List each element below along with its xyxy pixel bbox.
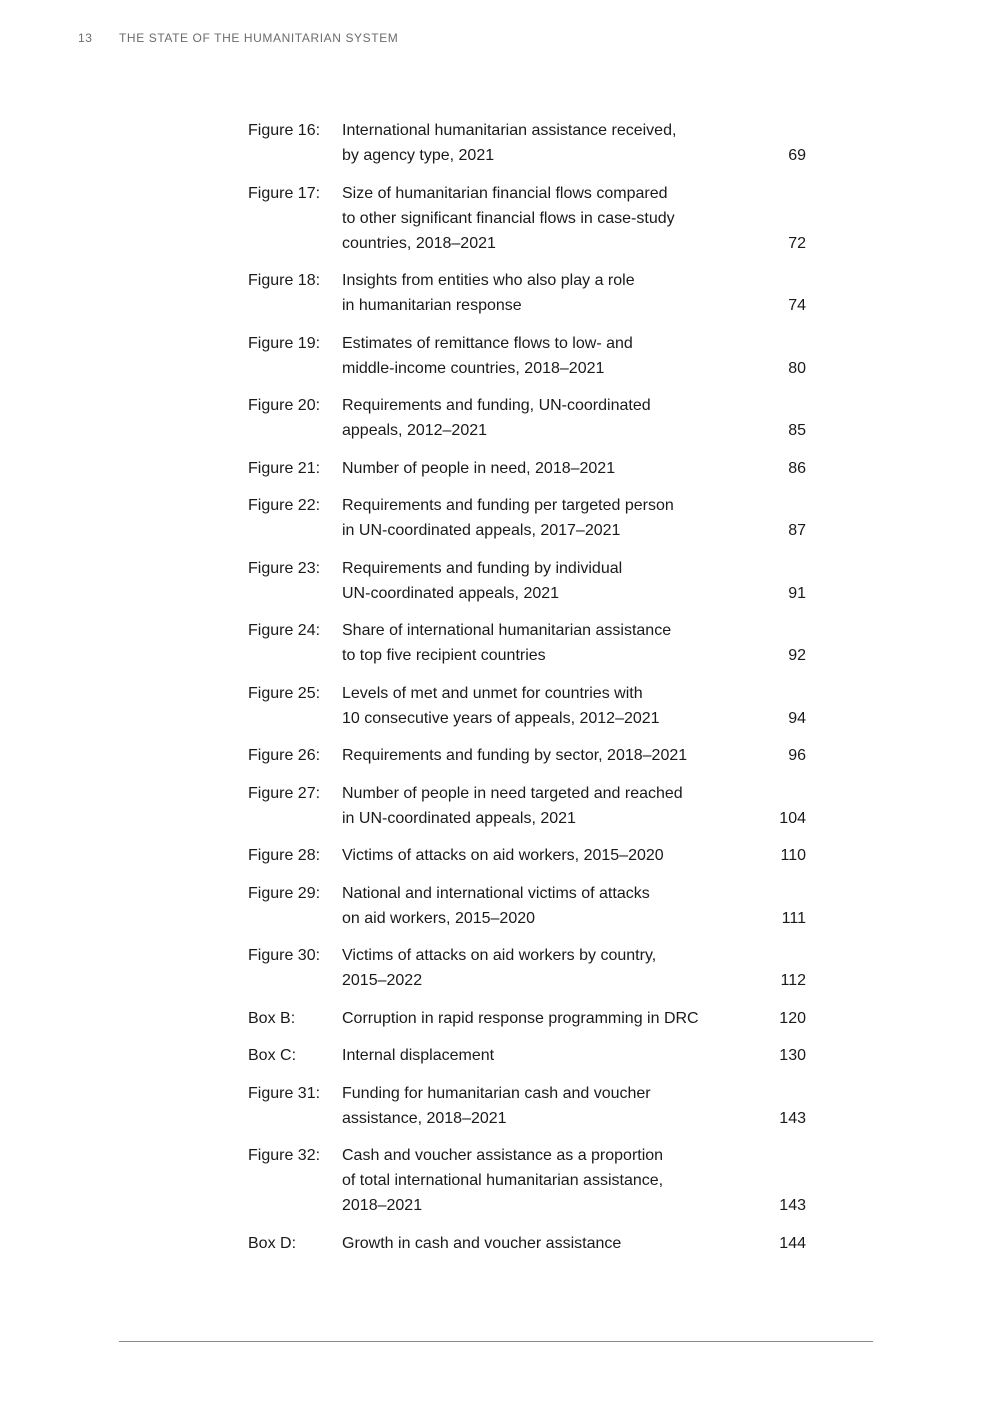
entry-title-line: UN-coordinated appeals, 2021: [342, 584, 560, 602]
entry-title-line: Number of people in need, 2018–2021: [342, 459, 616, 477]
entry-page-number: 87: [788, 522, 806, 539]
entry-title-line: Growth in cash and voucher assistance: [342, 1234, 622, 1252]
entry-page-number: 144: [779, 1234, 806, 1252]
entry-title: [342, 1143, 746, 1218]
entry-title: [342, 493, 746, 543]
footer-divider: [119, 1341, 873, 1342]
entry-label: Figure 30:: [248, 947, 321, 964]
entry-title: [342, 943, 746, 993]
entry-title: [342, 118, 746, 168]
entry-label: Figure 29:: [248, 884, 321, 902]
entry-title-line: Number of people in need targeted and reached: [342, 784, 683, 802]
entry-title-line: of total international humanitarian assistance,: [342, 1172, 664, 1189]
entry-label: Figure 26:: [248, 747, 321, 764]
toc-entry[interactable]: [248, 618, 808, 668]
entry-title-line: countries, 2018–2021: [342, 234, 496, 252]
entry-page-number: 86: [788, 459, 806, 477]
entry-title: [342, 456, 746, 481]
entry-title-line: 10 consecutive years of appeals, 2012–2021: [342, 709, 660, 727]
entry-title-line: Cash and voucher assistance as a proportion: [342, 1147, 664, 1164]
entry-label: Figure 27:: [248, 784, 321, 802]
entry-title-line: by agency type, 2021: [342, 147, 495, 164]
entry-title-line: middle-income countries, 2018–2021: [342, 359, 605, 377]
entry-page-number: 143: [779, 1197, 806, 1214]
entry-title: [342, 1081, 746, 1131]
entry-title: [342, 743, 746, 768]
toc-entry[interactable]: [248, 681, 808, 731]
entry-title: [342, 393, 746, 443]
entry-title-line: Requirements and funding by individual: [342, 559, 623, 577]
entry-page-number: 111: [781, 909, 806, 927]
entry-label: Figure 19:: [248, 334, 321, 352]
entry-title: [342, 681, 746, 731]
entry-label: Figure 21:: [248, 459, 321, 477]
entry-page-number: 92: [788, 647, 806, 664]
entry-title-line: Internal displacement: [342, 1047, 495, 1064]
entry-title: [342, 843, 746, 868]
entry-title-line: Requirements and funding, UN-coordinated: [342, 397, 651, 414]
entry-title-line: Estimates of remittance flows to low- and: [342, 334, 633, 352]
entry-label: Figure 32:: [248, 1147, 321, 1164]
entry-page-number: 120: [779, 1009, 806, 1027]
entry-title-line: in UN-coordinated appeals, 2021: [342, 809, 576, 827]
entry-title: [342, 268, 746, 318]
entry-title: [342, 181, 746, 256]
entry-title-line: in UN-coordinated appeals, 2017–2021: [342, 522, 621, 539]
entry-page-number: 72: [788, 234, 806, 252]
entry-label: Box D:: [248, 1234, 297, 1252]
entry-title: [342, 618, 746, 668]
entry-title: [342, 781, 746, 831]
entry-title-line: National and international victims of attacks: [342, 884, 650, 902]
entry-title: [342, 1006, 746, 1031]
entry-title-line: Requirements and funding per targeted person: [342, 497, 674, 514]
entry-page-number: 130: [779, 1047, 806, 1064]
entry-title-line: Insights from entities who also play a role: [342, 272, 635, 289]
entry-title-line: Victims of attacks on aid workers by country,: [342, 947, 657, 964]
list-of-figures: [248, 118, 808, 1268]
page-number: 13: [78, 31, 93, 45]
toc-entry[interactable]: [248, 1043, 808, 1068]
entry-page-number: 110: [780, 847, 806, 864]
entry-label: Box B:: [248, 1009, 296, 1027]
toc-entry[interactable]: [248, 781, 808, 831]
toc-entry[interactable]: [248, 881, 808, 931]
entry-label: Figure 31:: [248, 1084, 321, 1102]
toc-entry[interactable]: [248, 393, 808, 443]
entry-title: [342, 1043, 746, 1068]
entry-title: [342, 881, 746, 931]
toc-entry[interactable]: [248, 1081, 808, 1131]
toc-entry[interactable]: [248, 1006, 808, 1031]
entry-title-line: Share of international humanitarian assistance: [342, 622, 672, 639]
entry-title-line: to top five recipient countries: [342, 647, 546, 664]
toc-entry[interactable]: [248, 743, 808, 768]
entry-title-line: Funding for humanitarian cash and voucher: [342, 1084, 651, 1102]
entry-label: Figure 18:: [248, 272, 321, 289]
entry-page-number: 85: [788, 422, 806, 439]
entry-page-number: 91: [788, 584, 806, 602]
entry-label: Figure 23:: [248, 559, 321, 577]
entry-page-number: 74: [788, 297, 806, 314]
toc-entry[interactable]: [248, 1143, 808, 1218]
entry-title-line: 2015–2022: [342, 972, 423, 989]
entry-label: Figure 20:: [248, 397, 321, 414]
entry-title-line: on aid workers, 2015–2020: [342, 909, 536, 927]
entry-label: Figure 24:: [248, 622, 321, 639]
entry-title-line: International humanitarian assistance received,: [342, 122, 677, 139]
entry-label: Figure 28:: [248, 847, 321, 864]
entry-page-number: 104: [779, 809, 806, 827]
entry-title-line: 2018–2021: [342, 1197, 423, 1214]
entry-title-line: assistance, 2018–2021: [342, 1109, 507, 1127]
entry-page-number: 69: [788, 147, 806, 164]
entry-label: Box C:: [248, 1047, 297, 1064]
entry-title-line: Levels of met and unmet for countries with: [342, 684, 643, 702]
toc-entry[interactable]: [248, 943, 808, 993]
toc-entry[interactable]: [248, 268, 808, 318]
entry-title: [342, 1231, 746, 1256]
entry-title: [342, 331, 746, 381]
entry-page-number: 96: [788, 747, 806, 764]
entry-title-line: Corruption in rapid response programming in DRC: [342, 1009, 699, 1027]
entry-label: Figure 22:: [248, 497, 321, 514]
entry-label: Figure 16:: [248, 122, 321, 139]
entry-page-number: 143: [779, 1109, 806, 1127]
running-header: [78, 31, 398, 45]
entry-label: Figure 25:: [248, 684, 321, 702]
entry-label: Figure 17:: [248, 184, 321, 202]
toc-entry[interactable]: [248, 493, 808, 543]
toc-entry[interactable]: [248, 556, 808, 606]
entry-title-line: Victims of attacks on aid workers, 2015–2020: [342, 847, 664, 864]
entry-title-line: to other significant financial flows in case-study: [342, 209, 675, 227]
entry-title-line: Size of humanitarian financial flows compared: [342, 184, 668, 202]
entry-title-line: in humanitarian response: [342, 297, 522, 314]
entry-title: [342, 556, 746, 606]
toc-entry[interactable]: [248, 456, 808, 481]
entry-page-number: 94: [788, 709, 806, 727]
toc-entry[interactable]: [248, 331, 808, 381]
entry-page-number: 80: [788, 359, 806, 377]
toc-entry[interactable]: [248, 118, 808, 168]
toc-entry[interactable]: [248, 843, 808, 868]
toc-entry[interactable]: [248, 1231, 808, 1256]
running-title: THE STATE OF THE HUMANITARIAN SYSTEM: [119, 31, 399, 45]
entry-page-number: 112: [780, 972, 806, 989]
entry-title-line: Requirements and funding by sector, 2018–2021: [342, 747, 688, 764]
entry-title-line: appeals, 2012–2021: [342, 422, 488, 439]
toc-entry[interactable]: [248, 181, 808, 256]
